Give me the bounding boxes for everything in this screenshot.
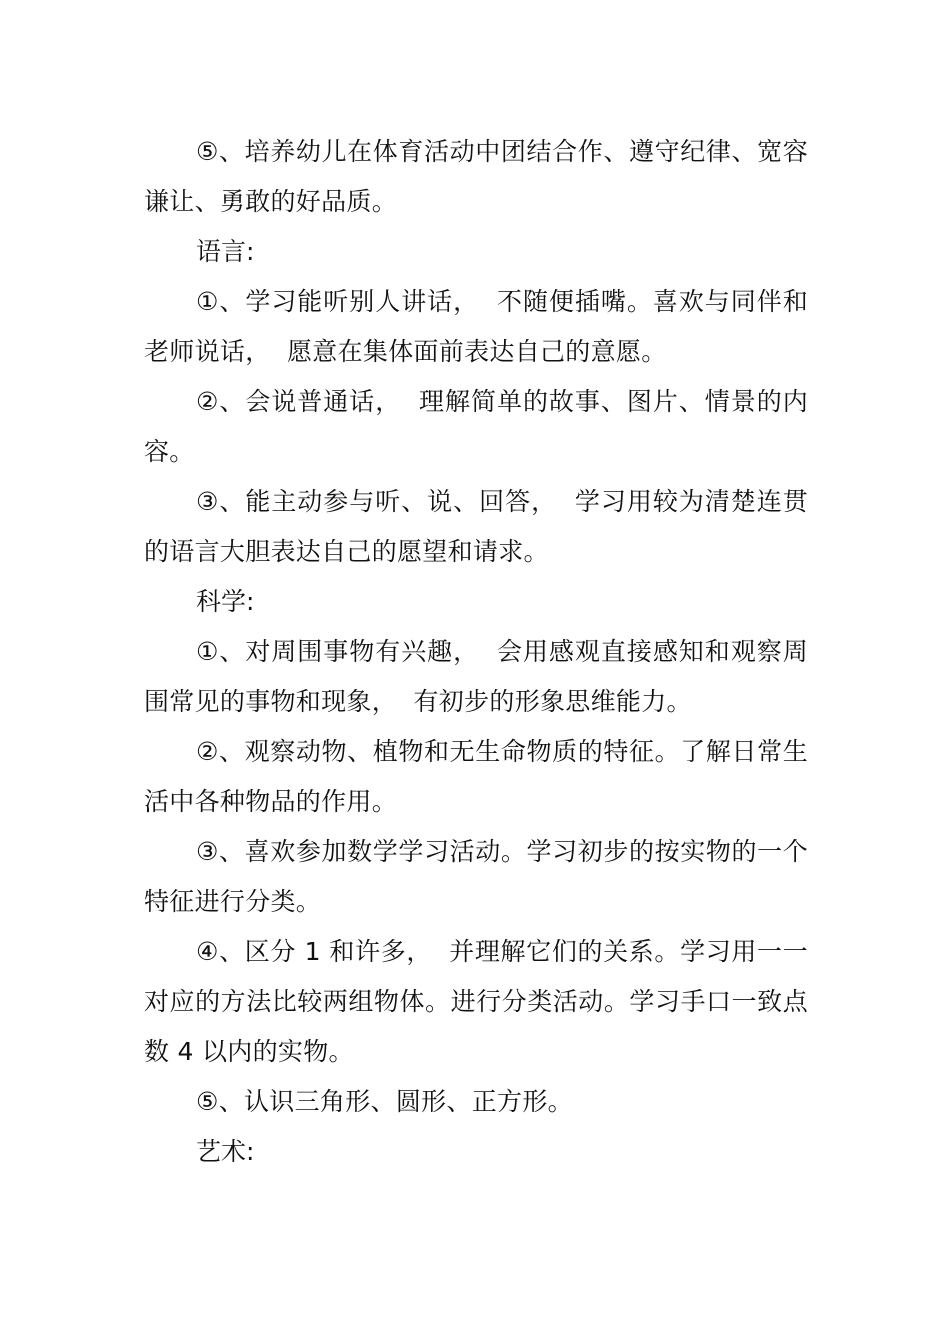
- paragraph-science-3: ③、喜欢参加数学学习活动。学习初步的按实物的一个特征进行分类。: [144, 837, 808, 916]
- paragraph-language-1: ①、学习能听别人讲话， 不随便插嘴。喜欢与同伴和老师说话， 愿意在集体面前表达自己的意愿。: [144, 287, 808, 366]
- paragraph-science-4: ④、区分 1 和许多， 并理解它们的关系。学习用一一对应的方法比较两组物体。进行分类活动。学习手口一致点数 4 以内的实物。: [144, 937, 808, 1066]
- paragraph-science-2: ②、观察动物、植物和无生命物质的特征。了解日常生活中各种物品的作用。: [144, 737, 808, 816]
- paragraph-language-3: ③、能主动参与听、说、回答， 学习用较为清楚连贯的语言大胆表达自己的愿望和请求。: [144, 487, 808, 566]
- paragraph-language-2: ②、会说普通话， 理解简单的故事、图片、情景的内容。: [144, 387, 808, 466]
- paragraph-pe-qualities: ⑤、培养幼儿在体育活动中团结合作、遵守纪律、宽容谦让、勇敢的好品质。: [144, 137, 808, 216]
- paragraph-science-1: ①、对周围事物有兴趣， 会用感观直接感知和观察周围常见的事物和现象， 有初步的形象思维能力。: [144, 637, 808, 716]
- section-heading-art: 艺术:: [196, 1137, 255, 1166]
- paragraph-science-5: ⑤、认识三角形、圆形、正方形。: [196, 1087, 573, 1116]
- section-heading-science: 科学:: [196, 587, 255, 616]
- document-body: [144, 127, 808, 1177]
- section-heading-language: 语言:: [196, 237, 255, 266]
